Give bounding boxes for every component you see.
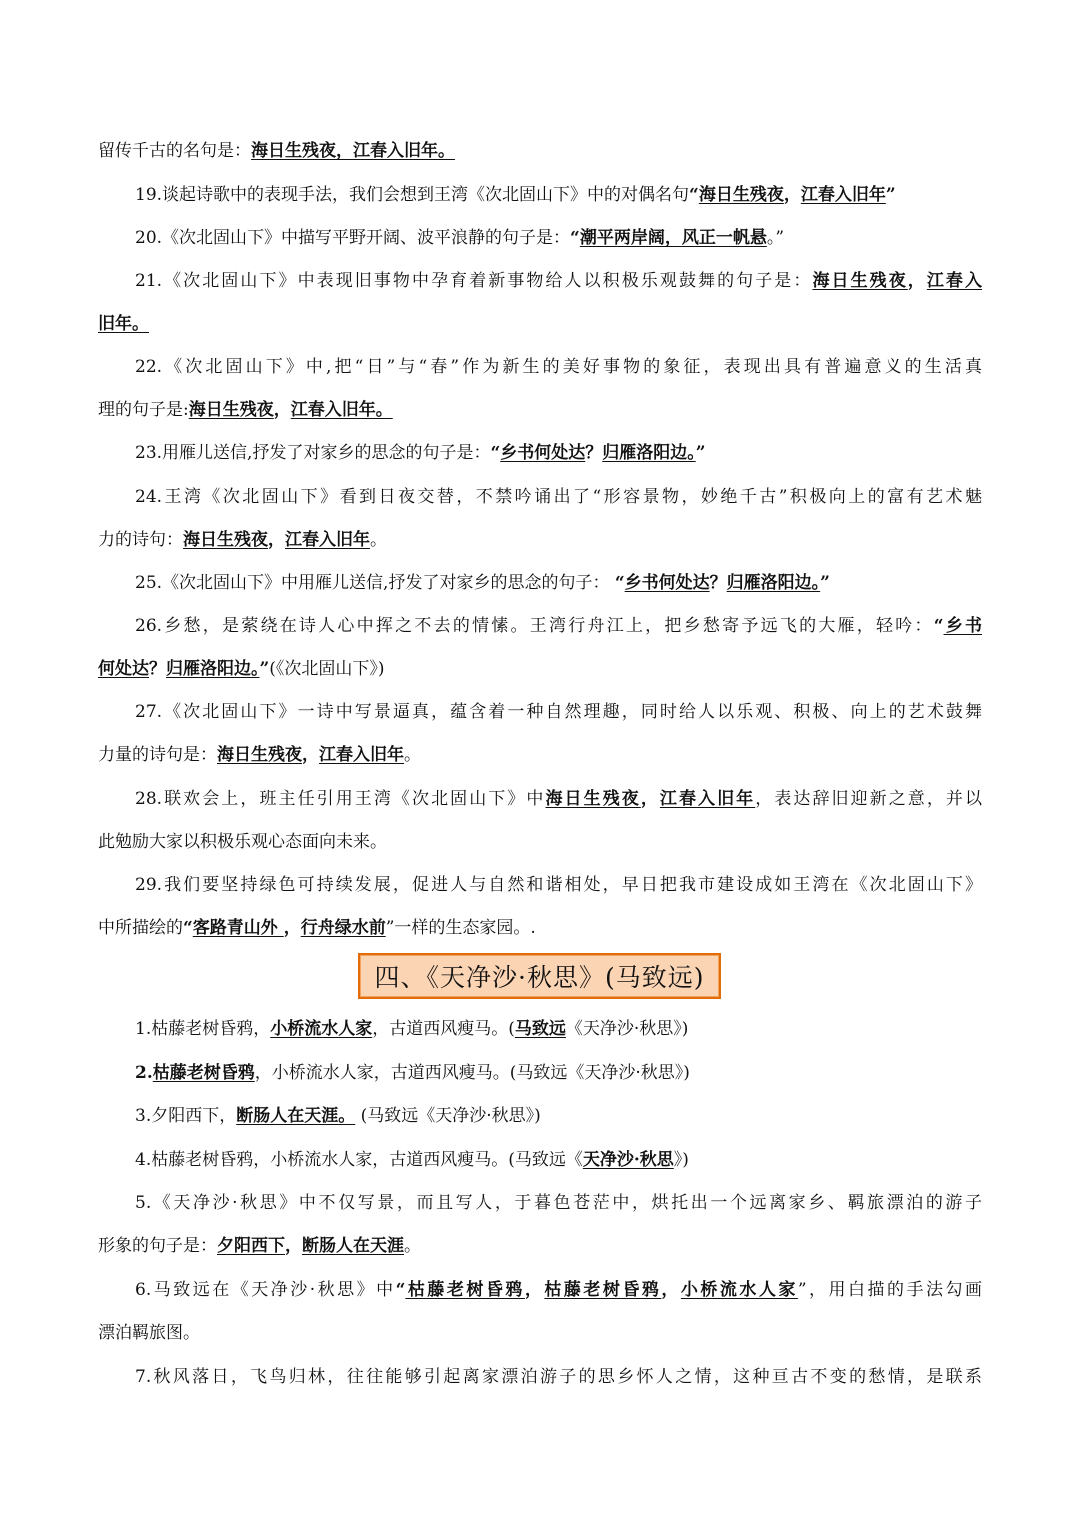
item-5: 5.《天净沙·秋思》中不仅写景，而且写人，于暮色苍茫中，烘托出一个远离家乡、羁旅漂泊的游子 — [135, 1193, 982, 1213]
text-line: 力量的诗句是：海日生残夜，江春入旧年。 — [98, 745, 421, 765]
answer-underlined: 江春入旧年 — [285, 530, 370, 550]
answer-underlined: 海日生残夜，江春入旧年。 — [251, 141, 455, 161]
answer-underlined: 断肠人在天涯 — [302, 1236, 404, 1256]
text-line: 何处达？归雁洛阳边。”(《次北固山下》) — [98, 659, 385, 679]
answer-underlined: 乡书何处达 — [500, 443, 586, 463]
answer-underlined: 海日生残夜 — [812, 271, 908, 291]
text-line: 此勉励大家以积极乐观心态面向未来。 — [98, 832, 387, 852]
answer-underlined: 枯藤老树昏鸦 — [544, 1280, 662, 1300]
question-29: 29.我们要坚持绿色可持续发展，促进人与自然和谐相处，早日把我市建设成如王湾在《次北固山下》 — [135, 875, 982, 895]
question-22: 22.《次北固山下》中,把“日”与“春”作为新生的美好事物的象征，表现出具有普遍意义的生活真 — [135, 357, 982, 377]
text-line: 理的句子是:海日生残夜，江春入旧年。 — [98, 400, 393, 420]
answer-underlined: 海日生残夜 — [217, 745, 302, 765]
answer-underlined: 江春入 — [926, 271, 982, 291]
answer-underlined: 海日生残夜 — [545, 789, 641, 809]
text-line — [98, 313, 982, 335]
item-2: 2.枯藤老树昏鸦，小桥流水人家，古道西风瘦马。(马致远《天净沙·秋思》) — [135, 1063, 690, 1083]
answer-underlined: 旧年。 — [98, 314, 149, 334]
answer-underlined: 枯藤老树昏鸦 — [152, 1063, 255, 1083]
item-7: 7.秋风落日，飞鸟归林，往往能够引起离家漂泊游子的思乡怀人之情，这种亘古不变的愁情，是联系 — [135, 1367, 982, 1387]
section-heading: 四、《天净沙·秋思》(马致远) — [358, 953, 721, 999]
item-3: 3.夕阳西下，断肠人在天涯。 (马致远《天净沙·秋思》) — [135, 1106, 541, 1126]
text-line: 力的诗句：海日生残夜，江春入旧年。 — [98, 530, 387, 550]
question-21: 21.《次北固山下》中表现旧事物中孕育着新事物给人以积极乐观鼓舞的句子是：海日生残夜，江春入 — [135, 271, 982, 291]
answer-underlined: 归雁洛阳边。 — [726, 573, 821, 593]
answer-underlined: 江春入旧年 — [659, 789, 756, 809]
text-line: 中所描绘的“客路青山外 ，行舟绿水前”一样的生态家园。. — [98, 918, 536, 938]
question-27: 27.《次北固山下》一诗中写景逼真，蕴含着一种自然理趣，同时给人以乐观、积极、向上的艺术鼓舞 — [135, 702, 982, 722]
answer-underlined: 海日生残夜 — [183, 530, 268, 550]
answer-underlined: 江春入旧年。 — [290, 400, 393, 420]
question-24: 24.王湾《次北固山下》看到日夜交替，不禁吟诵出了“形容景物，妙绝千古”积极向上的富有艺术魅 — [135, 487, 982, 507]
item-4: 4.枯藤老树昏鸦，小桥流水人家，古道西风瘦马。(马致远《天净沙·秋思》) — [135, 1150, 689, 1170]
answer-underlined: 海日生残夜 — [188, 400, 274, 420]
text-line: 漂泊羁旅图。 — [98, 1323, 200, 1343]
answer-underlined: 归雁洛阳边。 — [602, 443, 696, 463]
answer-underlined: 何处达 — [98, 659, 149, 679]
answer-underlined: 归雁洛阳边。 — [166, 659, 260, 679]
answer-underlined: 夕阳西下 — [217, 1236, 285, 1256]
answer-underlined: 乡书 — [943, 616, 982, 636]
answer-underlined: 乡书何处达 — [624, 573, 710, 593]
answer-underlined: 小桥流水人家 — [680, 1280, 798, 1300]
question-28: 28.联欢会上，班主任引用王湾《次北固山下》中海日生残夜，江春入旧年，表达辞旧迎新之意，并以 — [135, 789, 983, 809]
answer-underlined: 天净沙·秋思 — [582, 1150, 674, 1170]
question-26: 26.乡愁，是萦绕在诗人心中挥之不去的情愫。王湾行舟江上，把乡愁寄予远飞的大雁，轻吟：“乡书 — [135, 616, 982, 636]
answer-underlined: 江春入旧年 — [319, 745, 404, 765]
question-23: 23.用雁儿送信,抒发了对家乡的思念的句子是：“乡书何处达？归雁洛阳边。” — [135, 443, 706, 463]
answer-underlined: 行舟绿水前 — [300, 918, 386, 938]
answer-underlined: 马致远 — [514, 1019, 566, 1039]
answer-underlined: 客路青山外 — [192, 918, 284, 938]
text-line: 形象的句子是：夕阳西下，断肠人在天涯。 — [98, 1236, 421, 1256]
answer-underlined: 海日生残夜 — [698, 185, 784, 205]
answer-underlined: 枯藤老树昏鸦 — [405, 1280, 525, 1300]
question-20: 20.《次北固山下》中描写平野开阔、波平浪静的句子是：“潮平两岸阔，风正一帆悬。” — [135, 228, 785, 248]
answer-underlined: 潮平两岸阔，风正一帆悬 — [579, 228, 767, 248]
item-6: 6.马致远在《天净沙·秋思》中“枯藤老树昏鸦，枯藤老树昏鸦，小桥流水人家”，用白描的手法勾画 — [135, 1280, 983, 1300]
question-19: 19.谈起诗歌中的表现手法，我们会想到王湾《次北固山下》中的对偶名句“海日生残夜，江春入旧年” — [135, 185, 896, 205]
answer-underlined: 断肠人在天涯。 — [236, 1106, 356, 1126]
answer-underlined: 小桥流水人家 — [270, 1019, 373, 1039]
answer-underlined: 江春入旧年 — [800, 185, 886, 205]
question-25: 25.《次北固山下》中用雁儿送信,抒发了对家乡的思念的句子： “乡书何处达？归雁洛阳边。” — [135, 573, 830, 593]
item-1: 1.枯藤老树昏鸦，小桥流水人家，古道西风瘦马。(马致远《天净沙·秋思》) — [135, 1019, 689, 1039]
text-line: 留传千古的名句是：海日生残夜，江春入旧年。 — [98, 141, 455, 161]
